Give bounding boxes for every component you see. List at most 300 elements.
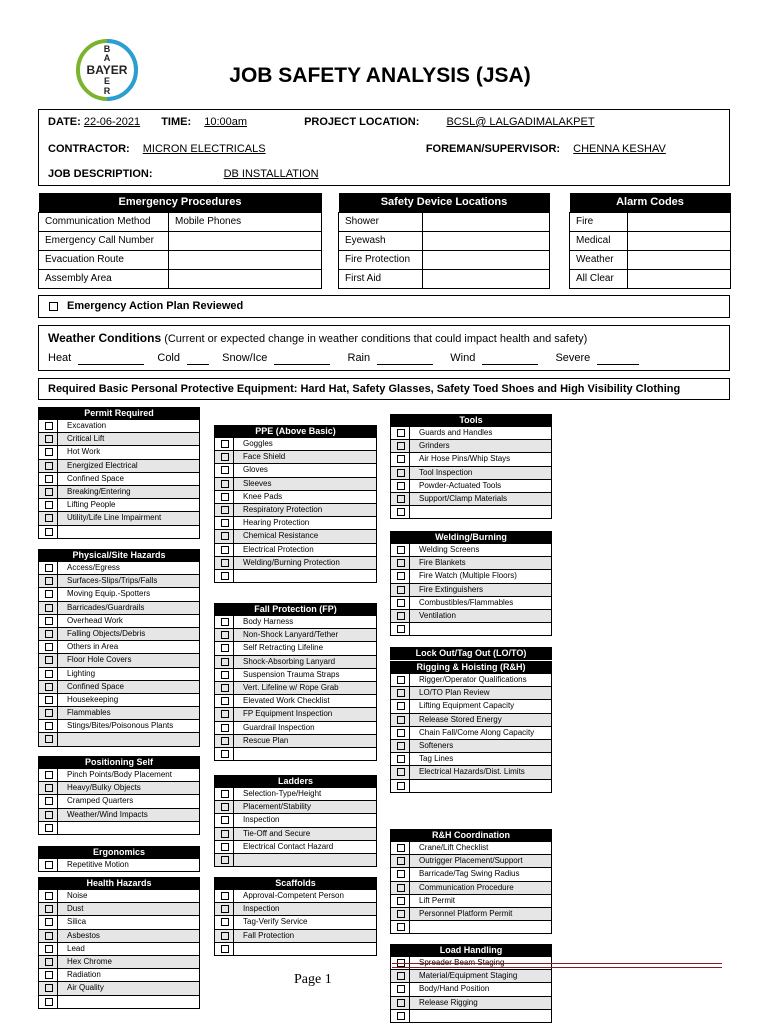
alarm-value[interactable] xyxy=(628,231,731,250)
checkbox[interactable] xyxy=(221,658,229,666)
checkbox[interactable] xyxy=(45,709,53,717)
checklist-item[interactable] xyxy=(38,859,200,872)
alarm-value[interactable] xyxy=(628,269,731,288)
checklist-item[interactable] xyxy=(38,720,200,733)
checkbox[interactable] xyxy=(221,493,229,501)
checklist-item[interactable] xyxy=(38,782,200,795)
checkbox[interactable] xyxy=(221,506,229,514)
divider-line xyxy=(392,967,722,968)
checklist-item[interactable] xyxy=(214,669,377,682)
checkbox[interactable] xyxy=(45,590,53,598)
checklist-item[interactable] xyxy=(214,854,377,867)
checkbox[interactable] xyxy=(45,630,53,638)
checklist-label: Barricade/Tag Swing Radius xyxy=(419,869,520,879)
checklist-item[interactable] xyxy=(390,570,552,583)
checkbox[interactable] xyxy=(45,797,53,805)
checklist-label: Personnel Platform Permit xyxy=(419,908,513,918)
column-divider xyxy=(233,478,234,490)
column-divider xyxy=(409,493,410,505)
checkbox[interactable] xyxy=(397,870,405,878)
checkbox[interactable] xyxy=(45,488,53,496)
checkbox[interactable] xyxy=(221,697,229,705)
checkbox[interactable] xyxy=(45,918,53,926)
column-divider xyxy=(409,882,410,894)
checklist-item[interactable] xyxy=(38,615,200,628)
checklist-item[interactable] xyxy=(390,427,552,440)
column-divider xyxy=(409,610,410,622)
checklist-item[interactable] xyxy=(38,982,200,995)
checklist-label: Critical Lift xyxy=(67,434,105,444)
weather-rain-field[interactable] xyxy=(377,352,433,365)
checklist-item[interactable] xyxy=(214,544,377,557)
checklist-item[interactable] xyxy=(38,602,200,615)
checklist-item[interactable] xyxy=(390,610,552,623)
emergency-value[interactable] xyxy=(169,269,322,288)
checkbox[interactable] xyxy=(397,559,405,567)
checklist-label: Softeners xyxy=(419,740,454,750)
checklist-item[interactable] xyxy=(214,722,377,735)
checkbox[interactable] xyxy=(221,671,229,679)
checklist-item[interactable] xyxy=(390,506,552,519)
checkbox[interactable] xyxy=(397,910,405,918)
checkbox[interactable] xyxy=(397,742,405,750)
checkbox[interactable] xyxy=(45,683,53,691)
contractor-value[interactable]: MICRON ELECTRICALS xyxy=(142,143,266,155)
checkbox[interactable] xyxy=(221,559,229,567)
weather-snow-field[interactable] xyxy=(274,352,330,365)
checklist-item[interactable] xyxy=(390,727,552,740)
checklist-label: Release Rigging xyxy=(419,997,478,1007)
checkbox[interactable] xyxy=(45,958,53,966)
checkbox[interactable] xyxy=(45,462,53,470)
checklist-item[interactable] xyxy=(214,530,377,543)
checkbox[interactable] xyxy=(397,768,405,776)
checkbox[interactable] xyxy=(45,811,53,819)
checkbox[interactable] xyxy=(397,469,405,477)
checklist-item[interactable] xyxy=(214,748,377,761)
weather-heat-field[interactable] xyxy=(78,352,144,365)
checklist-item[interactable] xyxy=(390,700,552,713)
checklist-item[interactable] xyxy=(390,714,552,727)
checklist-item[interactable] xyxy=(390,908,552,921)
checkbox[interactable] xyxy=(397,689,405,697)
checklist-item[interactable] xyxy=(38,822,200,835)
checklist-item[interactable] xyxy=(214,464,377,477)
weather-wind-field[interactable] xyxy=(482,352,538,365)
checklist-item[interactable] xyxy=(214,570,377,583)
checklist-item[interactable] xyxy=(390,467,552,480)
checkbox[interactable] xyxy=(45,577,53,585)
checklist-item[interactable] xyxy=(214,656,377,669)
location-value[interactable]: BCSL@ LALGADIMALAKPET xyxy=(446,116,595,128)
checklist-label: Lifting People xyxy=(67,500,116,510)
column-divider xyxy=(409,868,410,880)
checkbox[interactable] xyxy=(45,670,53,678)
safety-value[interactable] xyxy=(423,212,550,231)
foreman-value[interactable]: CHENNA KESHAV xyxy=(573,143,666,155)
column-divider xyxy=(57,562,58,574)
checklist-item[interactable] xyxy=(38,486,200,499)
checkbox[interactable] xyxy=(45,998,53,1006)
checklist-item[interactable] xyxy=(38,562,200,575)
checklist-item[interactable] xyxy=(390,557,552,570)
checkbox[interactable] xyxy=(397,702,405,710)
checklist-label: Non-Shock Lanyard/Tether xyxy=(243,630,339,640)
checklist-item[interactable] xyxy=(390,440,552,453)
checklist-label: Others in Area xyxy=(67,642,119,652)
checkbox[interactable] xyxy=(221,830,229,838)
svg-text:R: R xyxy=(103,86,111,96)
weather-note: (Current or expected change in weather conditions that could impact health and safety) xyxy=(164,333,588,345)
checkbox[interactable] xyxy=(221,572,229,580)
checklist-item[interactable] xyxy=(38,446,200,459)
checkbox[interactable] xyxy=(397,972,405,980)
checklist-label: Self Retracting Lifeline xyxy=(243,643,324,653)
checklist-label: Radiation xyxy=(67,970,101,980)
checklist-item[interactable] xyxy=(214,451,377,464)
column-divider xyxy=(233,491,234,503)
checkbox[interactable] xyxy=(221,750,229,758)
safety-label: Fire Protection xyxy=(339,250,423,269)
checkbox[interactable] xyxy=(397,546,405,554)
checklist-item[interactable] xyxy=(38,473,200,486)
checklist-item[interactable] xyxy=(38,575,200,588)
checklist-item[interactable] xyxy=(38,499,200,512)
checkbox[interactable] xyxy=(397,857,405,865)
checkbox[interactable] xyxy=(397,844,405,852)
column-divider xyxy=(57,460,58,472)
checklist-item[interactable] xyxy=(214,478,377,491)
checkbox[interactable] xyxy=(397,985,405,993)
checkbox[interactable] xyxy=(397,612,405,620)
checkbox[interactable] xyxy=(221,856,229,864)
checkbox[interactable] xyxy=(221,892,229,900)
checklist-item[interactable] xyxy=(38,460,200,473)
checkbox[interactable] xyxy=(45,771,53,779)
checkbox[interactable] xyxy=(221,737,229,745)
checklist-item[interactable] xyxy=(214,735,377,748)
checklist-item[interactable] xyxy=(214,788,377,801)
checklist-item[interactable] xyxy=(390,855,552,868)
checkbox[interactable] xyxy=(45,656,53,664)
checklist-item[interactable] xyxy=(214,930,377,943)
checklist-item[interactable] xyxy=(38,433,200,446)
checkbox[interactable] xyxy=(45,722,53,730)
checklist-item[interactable] xyxy=(38,956,200,969)
checkbox[interactable] xyxy=(221,480,229,488)
checklist-label: Heavy/Bulky Objects xyxy=(67,783,141,793)
checklist-item[interactable] xyxy=(38,512,200,525)
checklist-item[interactable] xyxy=(214,841,377,854)
checkbox[interactable] xyxy=(397,599,405,607)
checkbox[interactable] xyxy=(221,945,229,953)
checkbox[interactable] xyxy=(45,422,53,430)
weather-severe-field[interactable] xyxy=(597,352,639,365)
checklist-item[interactable] xyxy=(38,996,200,1009)
checklist-item[interactable] xyxy=(214,890,377,903)
checklist-label: Lift Permit xyxy=(419,895,456,905)
checklist-item[interactable] xyxy=(214,708,377,721)
emergency-value[interactable] xyxy=(169,250,322,269)
checklist-item[interactable] xyxy=(390,493,552,506)
weather-box xyxy=(38,325,730,371)
checklist-item[interactable] xyxy=(214,557,377,570)
checkbox[interactable] xyxy=(45,784,53,792)
checklist-item[interactable] xyxy=(38,668,200,681)
checkbox[interactable] xyxy=(397,782,405,790)
checklist-item[interactable] xyxy=(390,868,552,881)
checklist-item[interactable] xyxy=(38,526,200,539)
checkbox[interactable] xyxy=(45,528,53,536)
checklist-item[interactable] xyxy=(390,674,552,687)
checklist-item[interactable] xyxy=(390,740,552,753)
checkbox[interactable] xyxy=(221,803,229,811)
checkbox[interactable] xyxy=(221,440,229,448)
checklist-item[interactable] xyxy=(214,491,377,504)
safety-value[interactable] xyxy=(423,269,550,288)
checkbox[interactable] xyxy=(397,625,405,633)
checklist-item[interactable] xyxy=(38,628,200,641)
checklist-item[interactable] xyxy=(214,814,377,827)
checklist-item[interactable] xyxy=(390,544,552,557)
checkbox[interactable] xyxy=(397,442,405,450)
checklist-label: Guards and Handles xyxy=(419,428,493,437)
checkbox[interactable] xyxy=(45,861,53,869)
checklist-item[interactable] xyxy=(390,780,552,793)
fall-header: Fall Protection (FP) xyxy=(214,603,377,616)
checklist-item[interactable] xyxy=(390,842,552,855)
checklist-item[interactable] xyxy=(38,420,200,433)
checkbox[interactable] xyxy=(397,586,405,594)
checkbox[interactable] xyxy=(221,453,229,461)
checklist-item[interactable] xyxy=(38,943,200,956)
checklist-label: Gloves xyxy=(243,465,268,475)
checkbox[interactable] xyxy=(221,684,229,692)
checklist-item[interactable] xyxy=(214,642,377,655)
checklist-item[interactable] xyxy=(38,641,200,654)
checklist-item[interactable] xyxy=(214,616,377,629)
checkbox[interactable] xyxy=(397,729,405,737)
eap-checkbox[interactable] xyxy=(49,302,58,311)
checklist-item[interactable] xyxy=(390,1010,552,1023)
checkbox[interactable] xyxy=(397,676,405,684)
checkbox[interactable] xyxy=(397,716,405,724)
page-number: Page 1 xyxy=(294,972,332,987)
job-description-value[interactable]: DB INSTALLATION xyxy=(223,168,319,180)
column-divider xyxy=(57,969,58,981)
checklist-item[interactable] xyxy=(390,480,552,493)
checklist-item[interactable] xyxy=(214,916,377,929)
column-divider xyxy=(409,855,410,867)
checklist-item[interactable] xyxy=(390,970,552,983)
load-header: Load Handling xyxy=(390,944,552,957)
column-divider xyxy=(57,473,58,485)
checklist-item[interactable] xyxy=(390,597,552,610)
checklist-item[interactable] xyxy=(214,682,377,695)
svg-text:BAYER: BAYER xyxy=(86,63,128,77)
checkbox[interactable] xyxy=(221,618,229,626)
checkbox[interactable] xyxy=(45,604,53,612)
checkbox[interactable] xyxy=(221,644,229,652)
checklist-item[interactable] xyxy=(214,629,377,642)
checklist-item[interactable] xyxy=(390,766,552,779)
checklist-label: Welding Screens xyxy=(419,545,480,554)
checkbox[interactable] xyxy=(45,696,53,704)
checkbox[interactable] xyxy=(221,466,229,474)
checklist-item[interactable] xyxy=(38,707,200,720)
checkbox[interactable] xyxy=(397,884,405,892)
column-divider xyxy=(57,486,58,498)
checklist-item[interactable] xyxy=(214,801,377,814)
checklist-item[interactable] xyxy=(214,695,377,708)
checkbox[interactable] xyxy=(397,572,405,580)
checklist-item[interactable] xyxy=(38,694,200,707)
checklist-label: LO/TO Plan Review xyxy=(419,688,490,698)
time-value[interactable]: 10:00am xyxy=(204,116,248,128)
column-divider xyxy=(57,996,58,1008)
checkbox[interactable] xyxy=(45,617,53,625)
checkbox[interactable] xyxy=(221,710,229,718)
checklist-label: Guardrail Inspection xyxy=(243,722,315,732)
section-ppe xyxy=(214,425,377,583)
checkbox[interactable] xyxy=(221,790,229,798)
checklist-item[interactable] xyxy=(214,517,377,530)
safety-value[interactable] xyxy=(423,231,550,250)
column-divider xyxy=(57,588,58,600)
checklist-item[interactable] xyxy=(38,890,200,903)
checklist-item[interactable] xyxy=(38,795,200,808)
checkbox[interactable] xyxy=(45,971,53,979)
column-divider xyxy=(57,809,58,821)
column-divider xyxy=(57,859,58,871)
checkbox[interactable] xyxy=(221,724,229,732)
column-divider xyxy=(409,467,410,479)
checkbox[interactable] xyxy=(45,735,53,743)
checkbox[interactable] xyxy=(45,892,53,900)
section-fall-protection xyxy=(214,603,377,761)
checklist-item[interactable] xyxy=(38,916,200,929)
checkbox[interactable] xyxy=(397,755,405,763)
checklist-item[interactable] xyxy=(38,930,200,943)
checkbox[interactable] xyxy=(221,905,229,913)
checklist-item[interactable] xyxy=(390,895,552,908)
checkbox[interactable] xyxy=(45,448,53,456)
checklist-label: Silica xyxy=(67,917,87,927)
checkbox[interactable] xyxy=(397,482,405,490)
emergency-value[interactable]: Mobile Phones xyxy=(169,212,322,231)
checklist-label: Breaking/Entering xyxy=(67,486,131,496)
checklist-item[interactable] xyxy=(390,623,552,636)
alarm-value[interactable] xyxy=(628,250,731,269)
checkbox[interactable] xyxy=(221,519,229,527)
checklist-item[interactable] xyxy=(38,903,200,916)
checklist-item[interactable] xyxy=(214,903,377,916)
checkbox[interactable] xyxy=(397,508,405,516)
column-divider xyxy=(57,903,58,915)
checkbox[interactable] xyxy=(397,495,405,503)
checkbox[interactable] xyxy=(397,999,405,1007)
checklist-item[interactable] xyxy=(38,733,200,746)
job-description-label: JOB DESCRIPTION: xyxy=(48,168,153,180)
checklist-item[interactable] xyxy=(38,681,200,694)
checkbox[interactable] xyxy=(221,532,229,540)
checklist-label: Fire Watch (Multiple Floors) xyxy=(419,571,517,581)
checkbox[interactable] xyxy=(397,429,405,437)
location-label: PROJECT LOCATION: xyxy=(304,116,420,128)
weather-cold-field[interactable] xyxy=(187,352,209,365)
checklist-item[interactable] xyxy=(38,809,200,822)
safety-label: Eyewash xyxy=(339,231,423,250)
checklist-label: Confined Space xyxy=(67,473,124,483)
checklist-item[interactable] xyxy=(390,687,552,700)
checkbox[interactable] xyxy=(397,923,405,931)
ergonomics-header: Ergonomics xyxy=(38,846,200,859)
checklist-item[interactable] xyxy=(38,769,200,782)
checklist-item[interactable] xyxy=(214,438,377,451)
checkbox[interactable] xyxy=(397,1012,405,1020)
checklist-item[interactable] xyxy=(38,654,200,667)
checklist-item[interactable] xyxy=(390,983,552,996)
checklist-item[interactable] xyxy=(390,882,552,895)
checkbox[interactable] xyxy=(45,824,53,832)
checklist-item[interactable] xyxy=(390,921,552,934)
checkbox[interactable] xyxy=(45,643,53,651)
checkbox[interactable] xyxy=(45,905,53,913)
checkbox[interactable] xyxy=(45,984,53,992)
bayer-logo xyxy=(75,38,139,102)
checklist-item[interactable] xyxy=(38,588,200,601)
checkbox[interactable] xyxy=(221,631,229,639)
checklist-item[interactable] xyxy=(390,453,552,466)
checklist-item[interactable] xyxy=(390,997,552,1010)
checkbox[interactable] xyxy=(45,435,53,443)
checkbox[interactable] xyxy=(221,843,229,851)
checklist-label: FP Equipment Inspection xyxy=(243,709,333,719)
checkbox[interactable] xyxy=(45,564,53,572)
checkbox[interactable] xyxy=(221,816,229,824)
column-divider xyxy=(409,908,410,920)
checkbox[interactable] xyxy=(221,918,229,926)
checkbox[interactable] xyxy=(397,897,405,905)
date-value[interactable]: 22-06-2021 xyxy=(83,116,141,128)
column-divider xyxy=(57,433,58,445)
checklist-item[interactable] xyxy=(214,943,377,956)
checkbox[interactable] xyxy=(221,546,229,554)
positioning-header: Positioning Self xyxy=(38,756,200,769)
checkbox[interactable] xyxy=(45,501,53,509)
checklist-label: Excavation xyxy=(67,421,107,430)
checklist-label: Lighting xyxy=(67,668,96,678)
checkbox[interactable] xyxy=(45,932,53,940)
checklist-item[interactable] xyxy=(390,584,552,597)
checkbox[interactable] xyxy=(45,945,53,953)
checkbox[interactable] xyxy=(45,514,53,522)
checklist-item[interactable] xyxy=(38,969,200,982)
checkbox[interactable] xyxy=(397,455,405,463)
checklist-item[interactable] xyxy=(214,828,377,841)
checkbox[interactable] xyxy=(45,475,53,483)
column-divider xyxy=(57,602,58,614)
column-divider xyxy=(233,801,234,813)
checkbox[interactable] xyxy=(221,932,229,940)
column-divider xyxy=(57,769,58,781)
checklist-item[interactable] xyxy=(214,504,377,517)
alarm-value[interactable] xyxy=(628,212,731,231)
checklist-item[interactable] xyxy=(390,753,552,766)
alarm-label: Fire xyxy=(570,212,628,231)
safety-value[interactable] xyxy=(423,250,550,269)
emergency-value[interactable] xyxy=(169,231,322,250)
